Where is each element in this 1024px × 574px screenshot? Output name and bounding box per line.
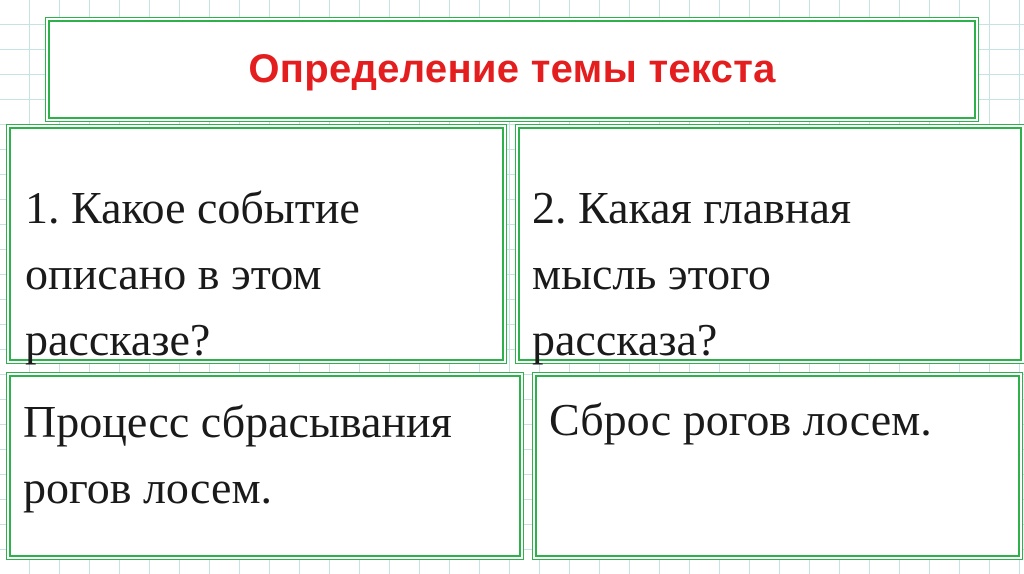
slide-title: Определение темы текста — [248, 47, 776, 91]
question-2-text — [532, 175, 851, 373]
answer-1-line-1: Процесс сбрасывания — [23, 396, 452, 447]
question-box-1 — [9, 127, 504, 365]
answer-1-text — [23, 389, 452, 521]
question-2-line-2: мысль этого — [532, 248, 771, 299]
answer-box-1 — [9, 375, 521, 557]
question-2-line-1: 2. Какая главная — [532, 182, 852, 233]
answer-box-2 — [535, 375, 1020, 557]
question-1-line-1: 1. Какое событие — [25, 182, 360, 233]
question-box-2 — [518, 127, 1022, 365]
question-1-text — [25, 175, 360, 373]
title-box — [48, 20, 976, 119]
answer-2-line-1: Сброс рогов лосем. — [549, 394, 932, 445]
answer-1-line-2: рогов лосем. — [23, 462, 273, 513]
question-2-line-3: рассказа? — [532, 314, 718, 365]
answer-2-text — [549, 387, 932, 453]
question-1-line-2: описано в этом — [25, 248, 322, 299]
question-1-line-3: рассказе? — [25, 314, 211, 365]
